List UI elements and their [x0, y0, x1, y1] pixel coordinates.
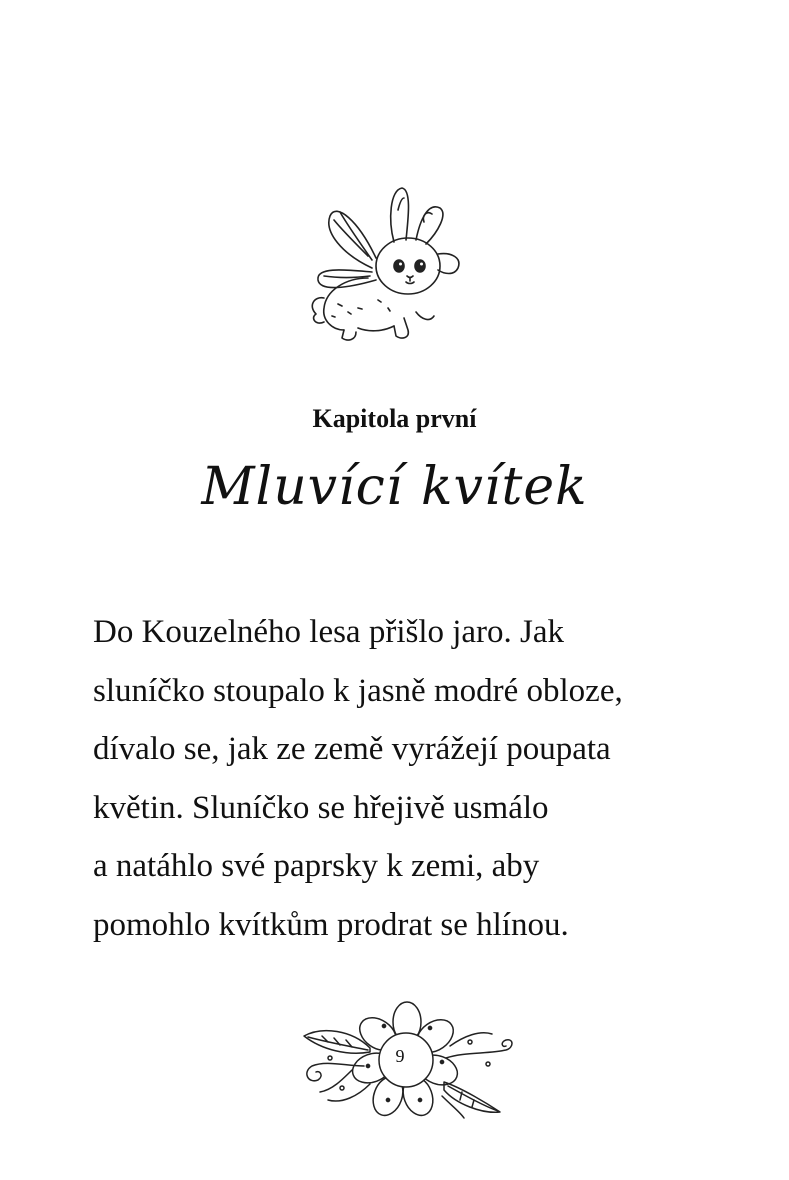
body-line: a natáhlo své paprsky k zemi, aby — [93, 848, 540, 885]
body-line: květin. Sluníčko se hřejivě usmálo — [93, 789, 549, 826]
body-line: Do Kouzelného lesa přišlo jaro. Jak — [93, 614, 565, 650]
chapter-title: Mluvící kvítek — [201, 457, 588, 517]
body-line: dívalo se, jak ze země vyrážejí poupata — [93, 731, 611, 768]
body-paragraph — [93, 603, 733, 955]
winged-bunny-icon — [298, 180, 468, 345]
body-line: pomohlo kvítkům prodrat se hlínou. — [93, 906, 569, 943]
body-line: sluníčko stoupalo k jasně modré obloze, — [93, 672, 623, 709]
page-number: 9 — [395, 1046, 405, 1066]
chapter-label: Kapitola první — [312, 404, 477, 433]
